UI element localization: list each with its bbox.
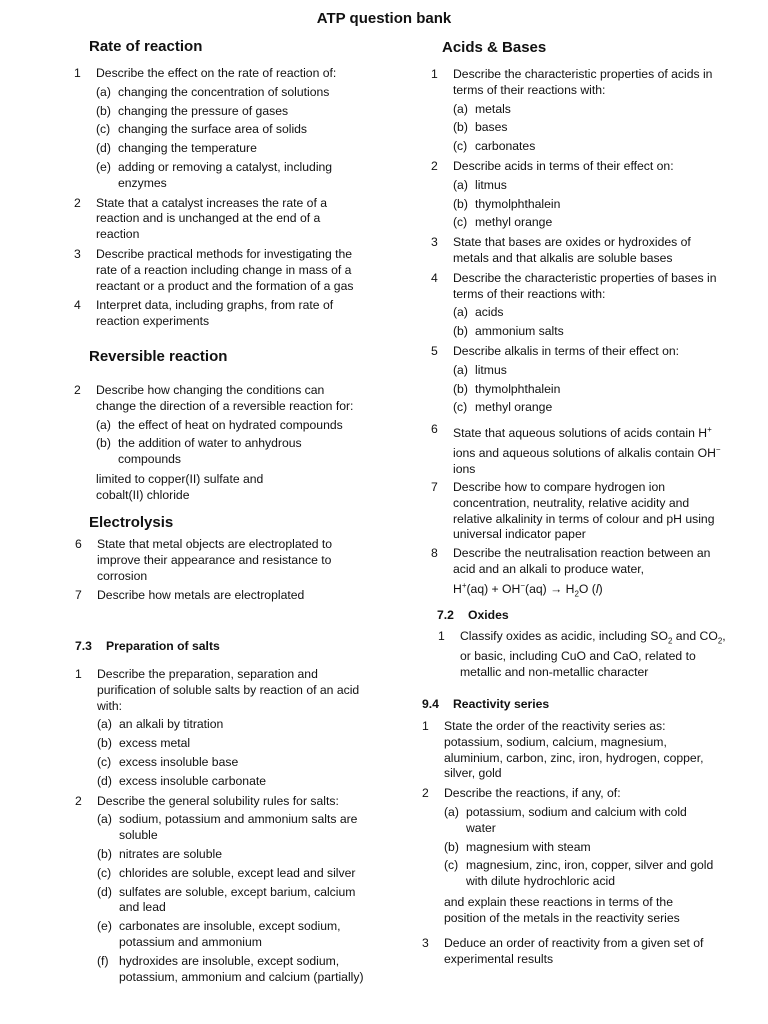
sub-item-letter: (a) <box>97 717 112 732</box>
list-item <box>74 196 366 243</box>
item-number: 3 <box>74 246 81 261</box>
sub-item <box>444 805 714 837</box>
sub-item-letter: (c) <box>453 400 468 415</box>
sub-item <box>97 954 367 986</box>
item-text: Deduce an order of reactivity from a given set of experimental results <box>444 936 704 966</box>
sub-item <box>96 418 366 434</box>
sub-item <box>97 774 367 790</box>
list-item <box>74 298 366 330</box>
list-item <box>75 588 355 604</box>
sub-item <box>444 840 714 856</box>
list-item <box>75 537 355 584</box>
item-text: ions and aqueous solutions of alkalis contain OH <box>453 445 716 460</box>
item-number: 2 <box>74 383 81 397</box>
sub-item <box>96 122 366 138</box>
item-text: Describe acids in terms of their effect on: <box>453 158 674 173</box>
item-text: Describe the effect on the rate of reaction of: <box>96 66 337 80</box>
item-number: 3 <box>431 235 438 250</box>
sub-item-letter: (b) <box>97 846 112 861</box>
sub-item-letter: (b) <box>444 839 459 854</box>
sub-item-letter: (f) <box>97 953 109 968</box>
heading-electrolysis: Electrolysis <box>89 514 174 531</box>
list-item <box>422 719 714 782</box>
sub-item-letter: (d) <box>96 141 111 156</box>
sub-item <box>453 178 723 194</box>
item-text: Describe the preparation, separation and purification of soluble salts by reaction of an acid with: <box>97 667 360 713</box>
item-number: 8 <box>431 546 438 560</box>
heading-acids-bases: Acids & Bases <box>442 39 547 56</box>
sub-item-text: the addition of water to anhydrous compounds <box>118 436 302 467</box>
item-number: 6 <box>431 422 438 436</box>
sub-item-text: methyl orange <box>475 400 553 415</box>
section-number: 9.4 <box>422 697 439 711</box>
sub-item-letter: (b) <box>453 196 468 211</box>
sub-item <box>97 919 367 951</box>
list-item <box>431 67 723 155</box>
list-item <box>431 271 723 340</box>
sub-item-letter: (a) <box>96 417 111 432</box>
item-number: 2 <box>422 786 429 801</box>
list-item <box>431 159 723 231</box>
sub-item <box>453 382 723 398</box>
item-text: State that metal objects are electroplated to improve their appearance and resistance to corrosion <box>97 537 333 583</box>
sub-item-text: ammonium salts <box>475 324 564 339</box>
section-title: Oxides <box>468 608 509 622</box>
sub-item-letter: (b) <box>96 103 111 118</box>
sub-item-text: litmus <box>475 177 507 192</box>
reversible-reaction-list <box>74 383 366 472</box>
sub-item-text: methyl orange <box>475 215 553 230</box>
list-item <box>431 235 723 267</box>
acids-item-7 <box>431 480 723 547</box>
sub-item <box>97 885 367 917</box>
sub-item <box>453 305 723 321</box>
list-item <box>75 667 367 790</box>
sub-item-text: excess insoluble carbonate <box>119 773 267 788</box>
item-text: State the order of the reactivity series as: potassium, sodium, calcium, magnesium, aluminium, carbon, zinc, iron, hydrogen, copper, silver, gold <box>444 719 704 781</box>
item-text: Describe the neutralisation reaction between an acid and an alkali to produce water, <box>453 546 711 576</box>
sub-item-text: magnesium with steam <box>466 839 591 854</box>
sub-item-letter: (d) <box>97 773 112 788</box>
sub-item-text: adding or removing a catalyst, including enzymes <box>118 159 333 190</box>
sub-item-letter: (a) <box>453 305 468 320</box>
heading-reactivity-series <box>422 697 549 711</box>
sub-item <box>97 866 367 882</box>
item-number: 1 <box>74 66 81 80</box>
sub-item-text: thymolphthalein <box>475 196 561 211</box>
sub-item-letter: (e) <box>97 919 112 934</box>
item-text: Describe the characteristic properties of acids in terms of their reactions with: <box>453 67 713 97</box>
sub-item-text: carbonates are insoluble, except sodium, potassium and ammonium <box>119 919 341 949</box>
item-text: Describe practical methods for investigating the rate of a reaction including change in mass of a reactant or a product and the formation of a gas <box>96 246 354 293</box>
item-text: State that a catalyst increases the rate of a reaction and is unchanged at the end of a reaction <box>96 195 328 242</box>
sub-item-letter: (a) <box>444 804 459 819</box>
reactivity-note: and explain these reactions in terms of the position of the metals in the reactivity series <box>444 895 680 925</box>
sub-item <box>444 858 714 890</box>
item-text: Describe how changing the conditions can change the direction of a reversible reaction for: <box>96 383 354 413</box>
sub-item-text: hydroxides are insoluble, except sodium, potassium, ammonium and calcium (partially) <box>119 953 364 984</box>
preparation-of-salts-list <box>75 667 367 989</box>
item-number: 2 <box>75 793 82 808</box>
sub-item-text: changing the surface area of solids <box>118 122 308 137</box>
item-text: Describe the reactions, if any, of: <box>444 786 621 801</box>
sub-item <box>453 120 723 136</box>
sub-item-text: an alkali by titration <box>119 717 224 732</box>
sub-item <box>96 436 366 468</box>
item-text: Classify oxides as acidic, including SO <box>460 629 668 643</box>
sub-item-text: magnesium, zinc, iron, copper, silver and gold with dilute hydrochloric acid <box>466 858 714 889</box>
sub-item-letter: (d) <box>97 884 112 899</box>
item-text: , or basic, including CuO and CaO, related to metallic and non-metallic character <box>460 629 726 680</box>
neutralisation-equation: $H^+(aq) + OH^-(aq) \to H_2O$ (l) <box>453 580 603 599</box>
sub-item <box>96 104 366 120</box>
item-text: Describe how metals are electroplated <box>97 588 305 603</box>
heading-oxides <box>437 608 509 622</box>
sub-item <box>453 102 723 118</box>
sub-item-letter: (c) <box>453 215 468 230</box>
list-item <box>74 66 366 192</box>
item-text: Describe the characteristic properties of bases in terms of their reactions with: <box>453 270 717 301</box>
sub-item-text: bases <box>475 120 508 135</box>
sub-item-letter: (c) <box>97 865 112 880</box>
sub-item <box>97 755 367 771</box>
item-number: 1 <box>75 667 82 681</box>
sub-item <box>453 400 723 416</box>
sub-item <box>453 197 723 213</box>
list-item <box>431 344 723 416</box>
sub-item-text: changing the concentration of solutions <box>118 84 330 99</box>
sub-item-letter: (c) <box>96 122 111 137</box>
rate-of-reaction-list <box>74 66 366 334</box>
sub-item <box>453 324 723 340</box>
sub-item-letter: (a) <box>453 177 468 192</box>
sub-item-text: carbonates <box>475 139 536 154</box>
sub-item-text: changing the pressure of gases <box>118 103 289 118</box>
heading-reversible-reaction: Reversible reaction <box>89 348 228 365</box>
acids-bases-list <box>431 67 723 420</box>
sub-item <box>97 847 367 863</box>
sub-item-text: excess insoluble base <box>119 754 239 769</box>
sub-item-letter: (c) <box>453 139 468 154</box>
item-text: Interpret data, including graphs, from rate of reaction experiments <box>96 298 334 329</box>
sub-item-letter: (b) <box>453 381 468 396</box>
sub-item-text: thymolphthalein <box>475 381 561 396</box>
sub-item-letter: (b) <box>97 736 112 751</box>
superscript: + <box>707 425 712 434</box>
sub-item-text: excess metal <box>119 736 191 751</box>
reversible-note: limited to copper(II) sulfate and cobalt(II) chloride <box>96 472 264 502</box>
list-item <box>74 383 366 468</box>
sub-item-letter: (a) <box>97 812 112 827</box>
item-number: 1 <box>431 67 438 81</box>
sub-item-letter: (c) <box>97 754 112 769</box>
item-number: 2 <box>431 158 438 173</box>
item-text: ions <box>453 461 476 476</box>
sub-item-text: chlorides are soluble, except lead and silver <box>119 865 356 880</box>
sub-item-letter: (e) <box>96 159 111 174</box>
oxides-item-1: 1 Classify oxides as acidic, including $SO_2$ and $CO_2$, or basic, including CuO and CaO, related to metallic and non-metallic character <box>438 629 726 680</box>
sub-item-letter: (b) <box>453 120 468 135</box>
sub-item <box>96 85 366 101</box>
item-number: 7 <box>431 480 438 494</box>
section-title: Reactivity series <box>453 697 550 711</box>
item-number: 3 <box>422 936 429 950</box>
sub-item <box>97 736 367 752</box>
reactivity-series-list <box>422 719 714 894</box>
item-number: 6 <box>75 537 82 551</box>
heading-rate-of-reaction: Rate of reaction <box>89 38 203 55</box>
sub-item-letter: (a) <box>453 101 468 116</box>
heading-preparation-of-salts <box>75 639 220 653</box>
sub-item-letter: (b) <box>96 436 111 451</box>
section-number: 7.3 <box>75 639 92 653</box>
sub-item <box>453 363 723 379</box>
section-number: 7.2 <box>437 608 454 622</box>
sub-item <box>453 215 723 231</box>
item-number: 1 <box>422 719 429 733</box>
reactivity-item-3 <box>422 936 714 972</box>
sub-item-text: sulfates are soluble, except barium, calcium and lead <box>119 884 356 915</box>
sub-item <box>97 812 367 844</box>
electrolysis-list <box>75 537 355 608</box>
sub-item-text: sodium, potassium and ammonium salts are soluble <box>119 812 358 843</box>
item-text: State that bases are oxides or hydroxides of metals and that alkalis are soluble bases <box>453 235 691 265</box>
item-text: Describe the general solubility rules for salts: <box>97 793 339 808</box>
item-text: Describe how to compare hydrogen ion concentration, neutrality, relative acidity and relative alkalinity in terms of colour and pH using universal indicator paper <box>453 480 715 542</box>
page-title: ATP question bank <box>316 10 452 27</box>
item-number: 5 <box>431 343 438 358</box>
sub-item-letter: (a) <box>453 362 468 377</box>
sub-item-letter: (b) <box>453 324 468 339</box>
superscript: − <box>715 444 721 454</box>
acids-item-8 <box>431 546 723 606</box>
sub-item-text: acids <box>475 305 504 320</box>
sub-item-text: metals <box>475 101 511 116</box>
item-text: Describe alkalis in terms of their effect on: <box>453 343 680 358</box>
acids-item-6 <box>431 422 723 482</box>
item-number: 4 <box>74 298 81 313</box>
section-title: Preparation of salts <box>106 639 220 653</box>
sub-item <box>453 139 723 155</box>
sub-item-text: potassium, sodium and calcium with cold water <box>466 804 687 835</box>
sub-item <box>96 141 366 157</box>
list-item <box>74 247 366 294</box>
sub-item-text: the effect of heat on hydrated compounds <box>118 417 343 432</box>
item-text: and CO <box>672 629 718 643</box>
sub-item-letter: (a) <box>96 84 111 99</box>
item-number: 7 <box>75 588 82 603</box>
item-number: 4 <box>431 270 438 285</box>
sub-item <box>96 160 366 192</box>
sub-item-text: nitrates are soluble <box>119 846 222 861</box>
list-item <box>422 786 714 890</box>
item-number: 2 <box>74 195 81 210</box>
item-number: 1 <box>438 629 445 643</box>
list-item <box>75 794 367 986</box>
item-text: State that aqueous solutions of acids contain H <box>453 426 708 441</box>
sub-item-text: changing the temperature <box>118 141 257 156</box>
sub-item <box>97 717 367 733</box>
sub-item-text: litmus <box>475 362 507 377</box>
sub-item-letter: (c) <box>444 858 459 873</box>
